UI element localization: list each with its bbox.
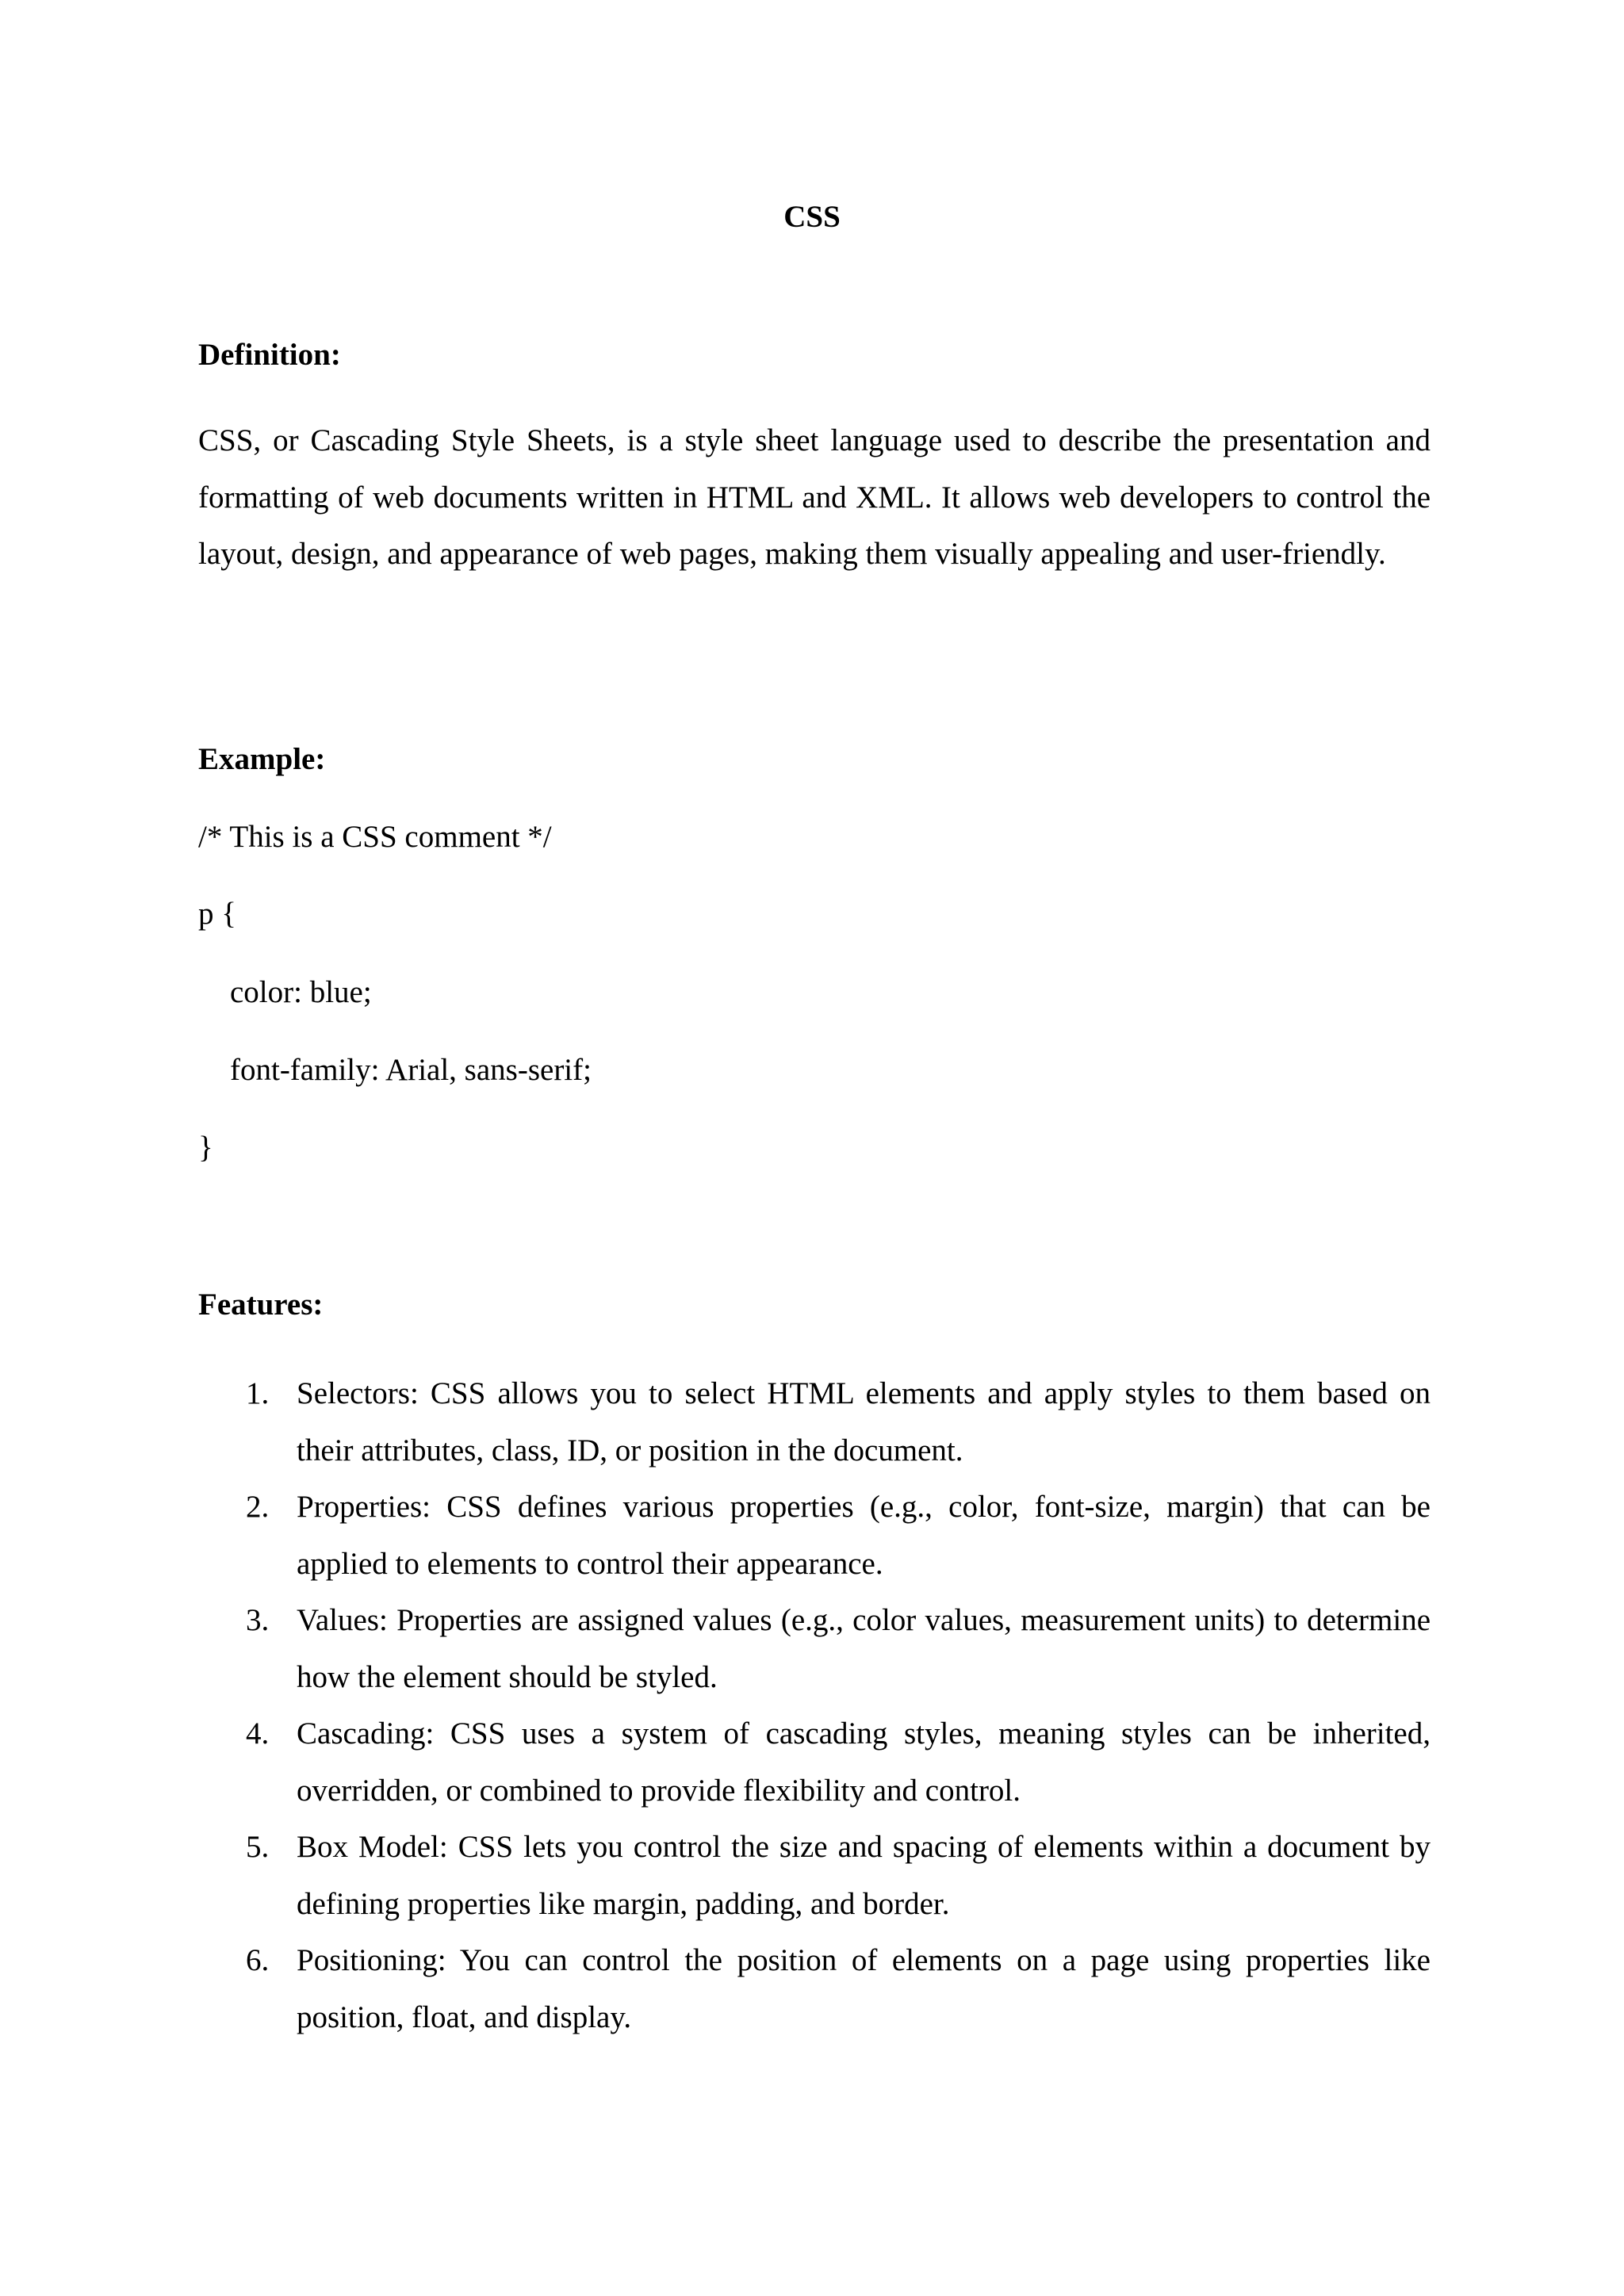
list-item-number: 2. xyxy=(246,1490,270,1524)
list-item xyxy=(198,1365,1431,1479)
list-item xyxy=(198,1705,1431,1819)
code-line: font-family: Arial, sans-serif; xyxy=(230,1053,592,1087)
features-heading: Features: xyxy=(198,1288,324,1322)
list-item-text: Properties: CSS defines various properties (e.g., color, font-size, margin) that can be applied to elements to control their appearance. xyxy=(297,1490,1431,1581)
example-heading: Example: xyxy=(198,742,326,776)
code-line: /* This is a CSS comment */ xyxy=(198,820,552,854)
list-item xyxy=(198,1592,1431,1705)
list-item-number: 4. xyxy=(246,1716,270,1751)
code-line: } xyxy=(198,1131,213,1165)
list-item xyxy=(198,1819,1431,1932)
list-item-text: Values: Properties are assigned values (e.g., color values, measurement units) to determine how the element should be styled. xyxy=(297,1603,1431,1694)
list-item xyxy=(198,1932,1431,2045)
definition-paragraph: CSS, or Cascading Style Sheets, is a style sheet language used to describe the presentation and formatting of web documents written in HTML and XML. It allows web developers to control the layout, design, and appearance of web pages, making them visually appealing and user-friendly. xyxy=(198,423,1431,571)
list-item-text: Positioning: You can control the position of elements on a page using properties like position, float, and display. xyxy=(297,1943,1431,2034)
code-line: p { xyxy=(198,897,236,931)
list-item-number: 1. xyxy=(246,1376,270,1410)
page-title: CSS xyxy=(783,200,841,234)
list-item-text: Box Model: CSS lets you control the size and spacing of elements within a document by defining properties like margin, padding, and border. xyxy=(297,1830,1431,1921)
features-list xyxy=(198,1365,1431,2045)
code-line: color: blue; xyxy=(230,975,372,1009)
definition-heading: Definition: xyxy=(198,338,341,372)
list-item-text: Selectors: CSS allows you to select HTML elements and apply styles to them based on their attributes, class, ID, or position in the document. xyxy=(297,1376,1431,1468)
list-item-number: 5. xyxy=(246,1830,270,1864)
list-item-number: 6. xyxy=(246,1943,270,1977)
list-item xyxy=(198,1479,1431,1592)
list-item-number: 3. xyxy=(246,1603,270,1637)
list-item-text: Cascading: CSS uses a system of cascading styles, meaning styles can be inherited, overridden, or combined to provide flexibility and control. xyxy=(297,1716,1431,1808)
